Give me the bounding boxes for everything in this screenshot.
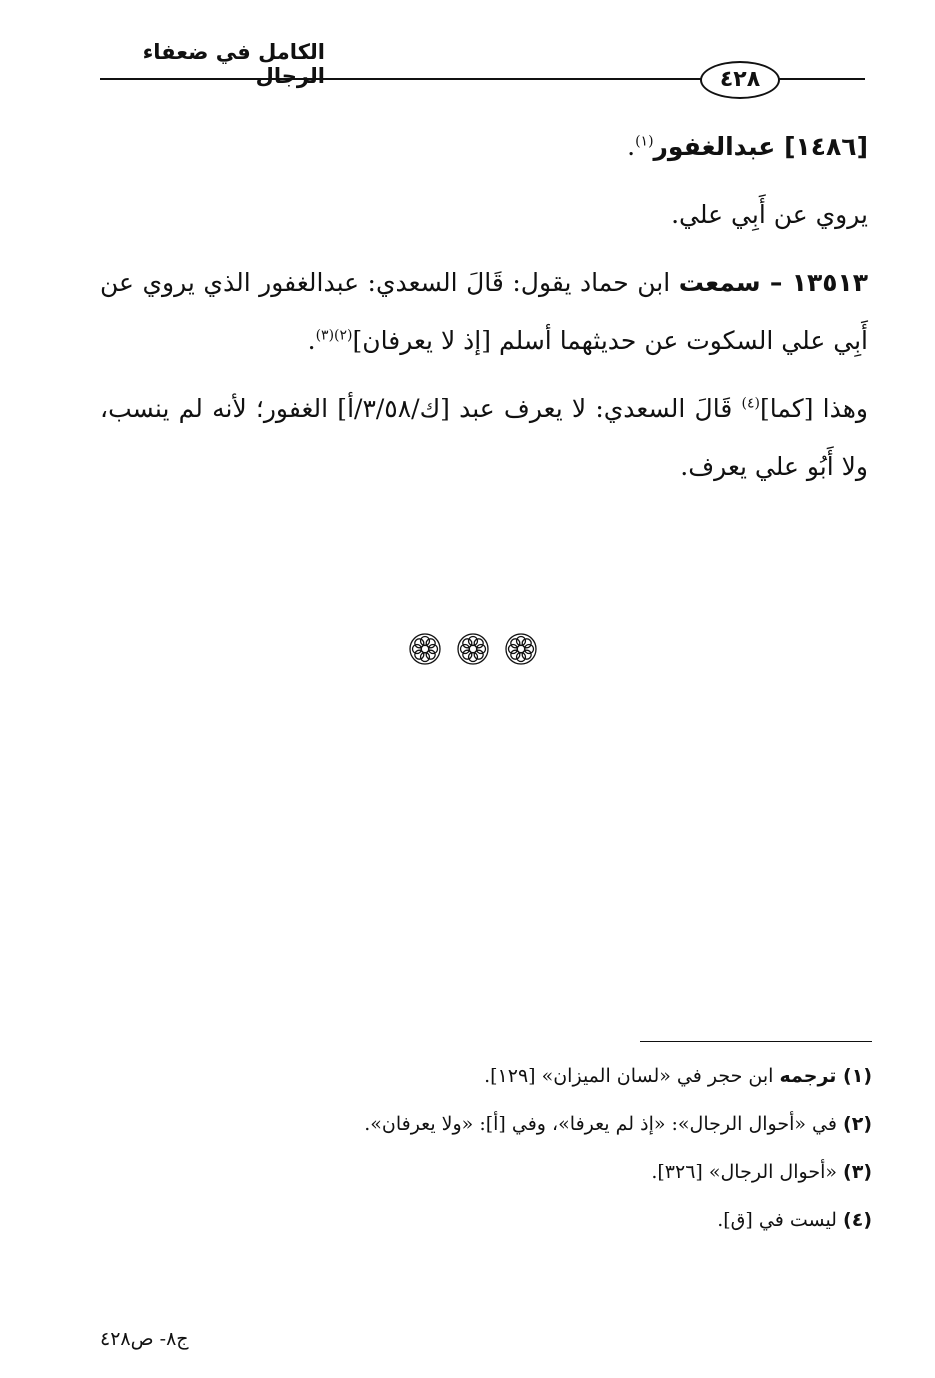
paragraph <box>100 254 868 370</box>
narration-keyword: سمعت <box>678 268 761 297</box>
footnote-ref: (٤) <box>741 395 760 412</box>
running-title: الكامل في ضعفاء الرجال <box>142 40 325 88</box>
footnote-text: ليست في [ق]. <box>717 1209 844 1231</box>
footnote-bold: ترجمه <box>779 1065 844 1087</box>
punctuation: . <box>627 132 636 161</box>
footnote-rule <box>640 1041 872 1042</box>
paragraph-text: قَالَ السعدي: لا يعرف عبد [ك/٣/٥٨/أ] الغفور؛ لأنه لم ينسب، ولا أَبُو علي يعرف. <box>100 394 868 481</box>
footnote-number: (٤) <box>843 1209 872 1231</box>
flower-ornament-icon <box>504 632 538 666</box>
footnote-ref: (١) <box>635 133 654 150</box>
entry-heading: [١٤٨٦] عبدالغفور <box>653 132 868 161</box>
narration-text: ابن حماد يقول: قَالَ السعدي: عبدالغفور الذي يروي عن أَبِي علي السكوت عن حديثهما أسلم [إذ لا يعرفان] <box>100 268 868 355</box>
footnote <box>300 1100 872 1148</box>
flower-ornament-icon <box>408 632 442 666</box>
footnote-ref: (٢)(٣) <box>315 327 353 344</box>
footnotes <box>300 1052 872 1244</box>
main-text <box>100 118 868 506</box>
punctuation: . <box>307 326 316 355</box>
page-number: ٤٢٨ <box>700 61 780 99</box>
narration-number: ١٣٥١٣ – <box>760 268 868 297</box>
footnote-number: (٢) <box>843 1113 872 1135</box>
flower-ornament-icon <box>456 632 490 666</box>
footnote-number: (١) <box>843 1065 872 1087</box>
paragraph-start: وهذا [كما] <box>759 394 868 423</box>
footnote-text: في «أحوال الرجال»: «إذ لم يعرفا»، وفي [أ]: «ولا يعرفان». <box>364 1113 844 1135</box>
section-divider <box>408 632 538 672</box>
footnote-text: «أحوال الرجال» [٣٢٦]. <box>651 1161 844 1183</box>
footnote <box>300 1052 872 1100</box>
footnote <box>300 1148 872 1196</box>
paragraph <box>100 380 868 496</box>
paragraph: يروي عن أَبِي علي. <box>671 200 868 229</box>
footnote-text: ابن حجر في «لسان الميزان» [١٢٩]. <box>484 1065 780 1087</box>
entry-heading-line <box>100 118 868 176</box>
volume-page-reference: ج٨- ص٤٢٨ <box>100 1328 189 1350</box>
footnote-number: (٣) <box>843 1161 872 1183</box>
footnote <box>300 1196 872 1244</box>
